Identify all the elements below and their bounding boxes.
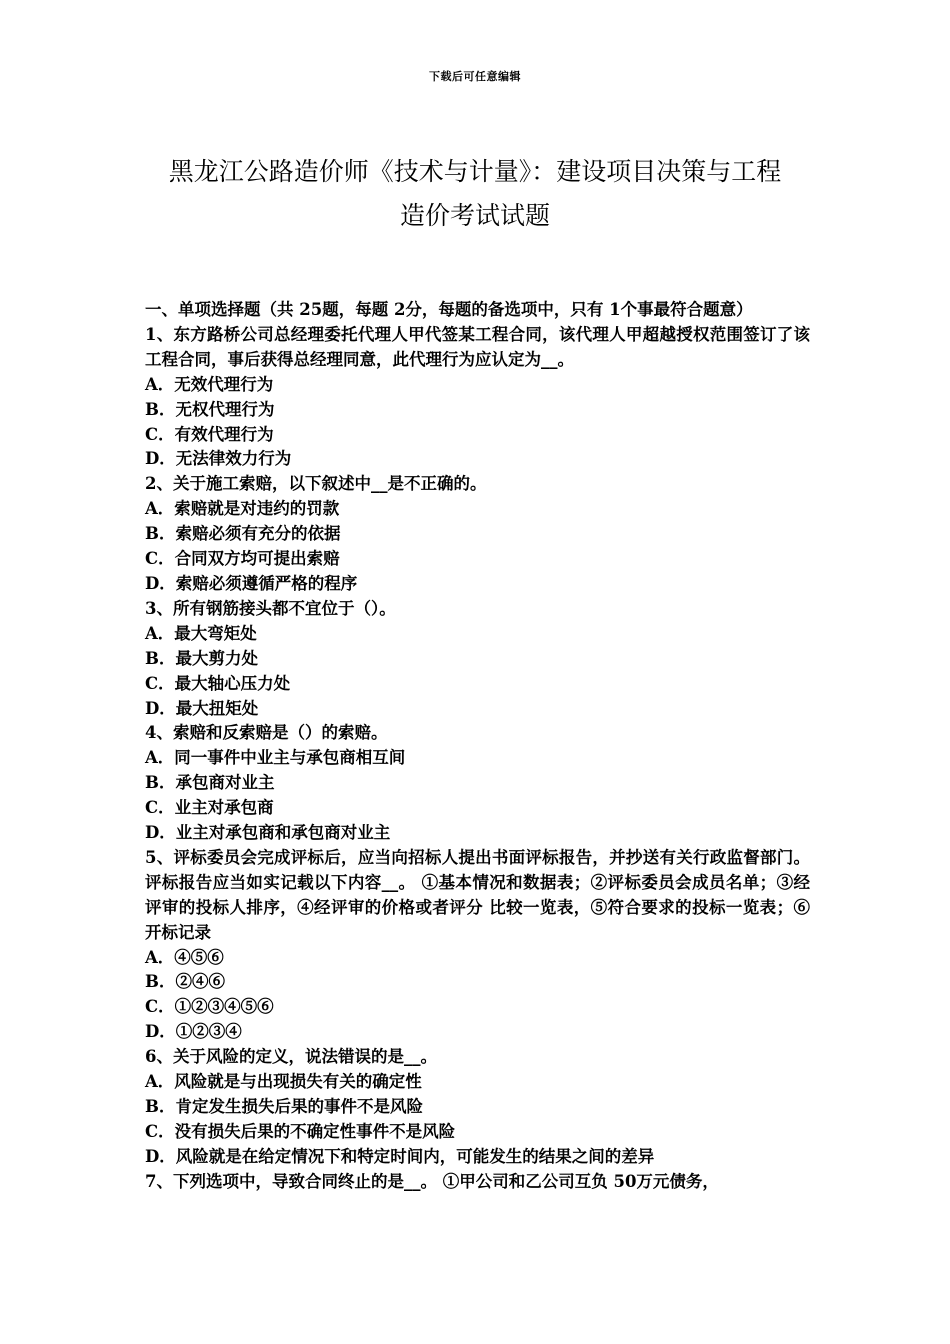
question-text: 7、下列选项中，导致合同终止的是__。 ①甲公司和乙公司互负 50万元债务， [145, 1171, 719, 1191]
question-2 [145, 472, 810, 597]
option-c: C．①②③④⑤⑥ [145, 997, 274, 1017]
option-d: D．风险就是在给定情况下和特定时间内，可能发生的结果之间的差异 [145, 1146, 655, 1166]
question-text: 2、关于施工索赔，以下叙述中__是不正确的。 [145, 474, 487, 494]
option-d: D．业主对承包商和承包商对业主 [145, 823, 391, 843]
question-text: 4、索赔和反索赔是（）的索赔。 [145, 723, 388, 743]
option-a: A．风险就是与出现损失有关的确定性 [145, 1072, 422, 1092]
option-a: A．最大弯矩处 [145, 623, 257, 643]
header-note: 下载后可任意编辑 [429, 70, 521, 83]
question-7 [145, 1170, 810, 1195]
question-3 [145, 597, 810, 722]
section-heading: 一、单项选择题（共 25题，每题 2分，每题的备选项中，只有 1个事最符合题意） [145, 300, 753, 319]
option-b: B．索赔必须有充分的依据 [145, 524, 341, 544]
option-a: A．无效代理行为 [145, 374, 274, 394]
option-b: B．②④⑥ [145, 972, 225, 992]
title-line-1: 黑龙江公路造价师《技术与计量》：建设项目决策与工程 [168, 157, 782, 186]
option-c: C．业主对承包商 [145, 798, 274, 818]
question-text: 3、所有钢筋接头都不宜位于（）。 [145, 598, 396, 618]
option-c: C．没有损失后果的不确定性事件不是风险 [145, 1121, 456, 1141]
document-title [140, 150, 810, 238]
option-c: C．有效代理行为 [145, 424, 274, 444]
option-a: A．索赔就是对违约的罚款 [145, 499, 340, 519]
option-d: D．索赔必须遵循严格的程序 [145, 573, 358, 593]
option-c: C．最大轴心压力处 [145, 673, 291, 693]
option-b: B．最大剪力处 [145, 648, 258, 668]
title-line-2: 造价考试试题 [399, 201, 550, 230]
question-content [145, 298, 810, 1195]
option-b: B．承包商对业主 [145, 773, 275, 793]
question-6 [145, 1045, 810, 1170]
question-text: 5、评标委员会完成评标后，应当向招标人提出书面评标报告，并抄送有关行政监督部门。评标报告应当如实记载以下内容__。 ①基本情况和数据表；②评标委员会成员名单；③经评审的投标人排序，④经评审的价格或者评分 比较一览表，⑤符合要求的投标一览表；⑥开标记录 [145, 847, 810, 942]
option-a: A．同一事件中业主与承包商相互间 [145, 748, 406, 768]
option-d: D．最大扭矩处 [145, 698, 259, 718]
option-a: A．④⑤⑥ [145, 947, 224, 967]
question-4 [145, 721, 810, 846]
question-5 [145, 846, 810, 1045]
option-d: D．无法律效力行为 [145, 449, 292, 469]
option-b: B．无权代理行为 [145, 399, 275, 419]
question-1 [145, 323, 810, 472]
question-text: 1、东方路桥公司总经理委托代理人甲代签某工程合同，该代理人甲超越授权范围签订了该工程合同，事后获得总经理同意，此代理行为应认定为__。 [145, 324, 810, 369]
option-d: D．①②③④ [145, 1022, 242, 1042]
option-c: C．合同双方均可提出索赔 [145, 549, 340, 569]
option-b: B．肯定发生损失后果的事件不是风险 [145, 1097, 423, 1116]
question-text: 6、关于风险的定义，说法错误的是__。 [145, 1047, 437, 1067]
